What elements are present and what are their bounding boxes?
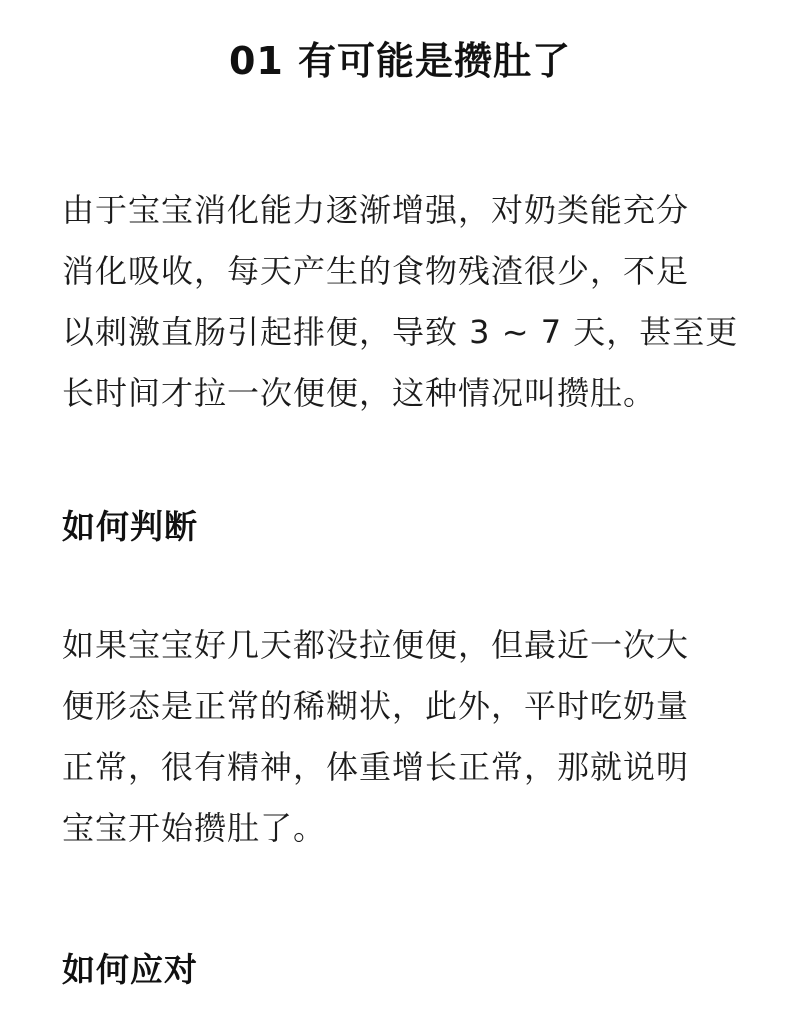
paragraph-line: 消化吸收，每天产生的食物残渣很少，不足 [62, 252, 690, 290]
section-title: 01 有可能是攒肚了 [228, 39, 572, 83]
paragraph-line: 如果宝宝好几天都没拉便便，但最近一次大 [62, 626, 690, 664]
paragraph-definition [62, 180, 752, 424]
subheading-how-to-judge: 如何判断 [62, 507, 198, 546]
subheading-how-to-respond: 如何应对 [62, 950, 198, 989]
paragraph-judgement [62, 615, 752, 859]
paragraph-line: 宝宝开始攒肚了。 [62, 809, 327, 847]
paragraph-line: 便形态是正常的稀糊状，此外，平时吃奶量 [62, 687, 690, 725]
paragraph-line: 由于宝宝消化能力逐渐增强，对奶类能充分 [62, 191, 690, 229]
paragraph-line: 以刺激直肠引起排便，导致 3 ~ 7 天，甚至更 [62, 313, 739, 351]
paragraph-line: 正常，很有精神，体重增长正常，那就说明 [62, 748, 690, 786]
paragraph-line: 长时间才拉一次便便，这种情况叫攒肚。 [62, 374, 657, 412]
